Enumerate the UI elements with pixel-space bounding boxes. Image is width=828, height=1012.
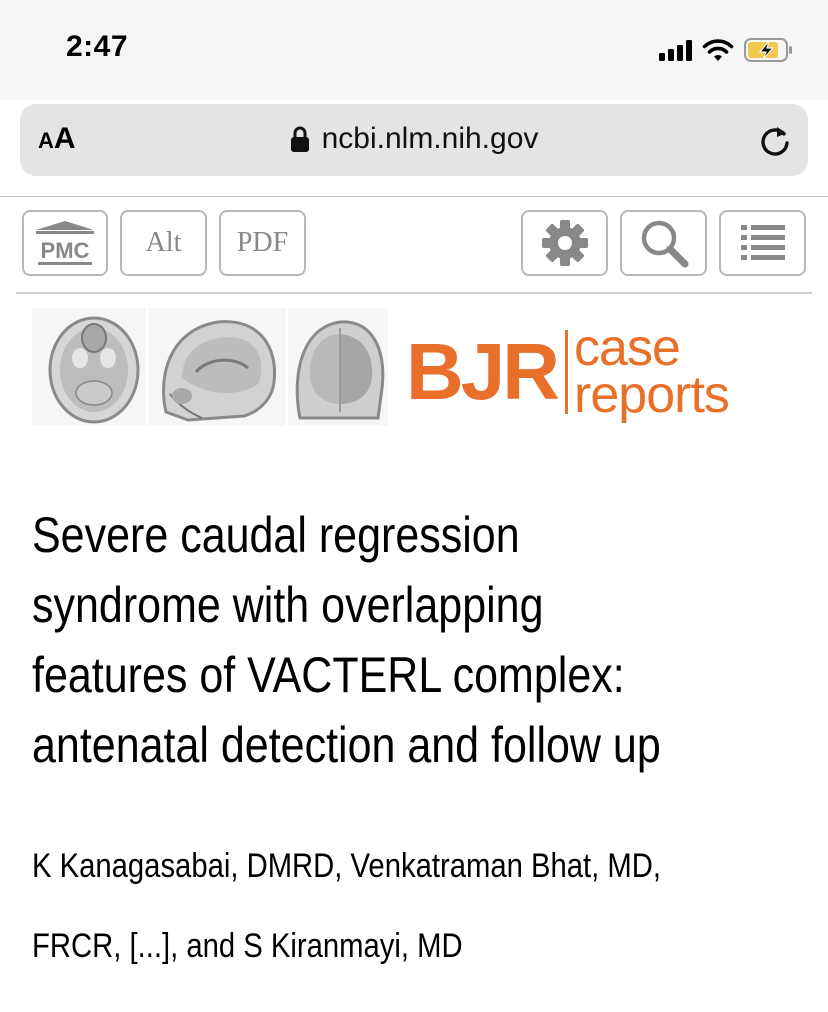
- settings-button[interactable]: [521, 210, 608, 276]
- sagittal-brain-scan-image: [148, 308, 286, 426]
- gear-icon: [539, 217, 591, 269]
- browser-chrome-divider: [0, 196, 828, 197]
- bjr-logo-divider: [565, 330, 568, 414]
- article-title-line: features of VACTERL complex:: [32, 647, 625, 703]
- wifi-icon: [702, 37, 734, 63]
- lock-icon: [290, 125, 310, 153]
- article-authors[interactable]: [32, 826, 806, 986]
- article-title-line: Severe caudal regression: [32, 507, 520, 563]
- axial-brain-scan-image: [32, 308, 146, 426]
- battery-charging-icon: [744, 38, 794, 62]
- status-time: 2:47: [66, 30, 129, 63]
- coronal-brain-scan-image: [288, 308, 388, 426]
- bjr-logo-subtitle: case reports: [574, 319, 729, 424]
- alt-label: Alt: [145, 227, 182, 258]
- text-size-button[interactable]: AA: [38, 122, 76, 155]
- bjr-case-reports-logo: [406, 319, 729, 424]
- toolbar-divider: [16, 292, 812, 294]
- pmc-home-button[interactable]: [22, 210, 108, 276]
- pmc-label: PMC: [40, 238, 90, 263]
- status-icons: [659, 36, 794, 64]
- pdf-button[interactable]: [219, 210, 306, 276]
- alt-formats-button[interactable]: [120, 210, 207, 276]
- url-display[interactable]: [20, 122, 808, 156]
- authors-line: FRCR, [...], and S Kiranmayi, MD: [32, 927, 463, 965]
- authors-line: K Kanagasabai, DMRD, Venkatraman Bhat, MD,: [32, 847, 661, 885]
- list-icon: [741, 223, 785, 263]
- article-title-line: antenatal detection and follow up: [32, 717, 661, 773]
- article-title-line: syndrome with overlapping: [32, 577, 544, 633]
- reload-icon[interactable]: [758, 124, 792, 158]
- article-title: [32, 500, 806, 780]
- pdf-label: PDF: [236, 227, 289, 258]
- search-button[interactable]: [620, 210, 707, 276]
- bjr-logo-letters: BJR: [406, 327, 558, 416]
- url-text: ncbi.nlm.nih.gov: [321, 122, 539, 155]
- cellular-signal-icon: [659, 39, 692, 61]
- status-bar: [0, 0, 828, 100]
- article-sections-button[interactable]: [719, 210, 806, 276]
- address-bar[interactable]: [20, 104, 808, 176]
- search-icon: [637, 216, 691, 270]
